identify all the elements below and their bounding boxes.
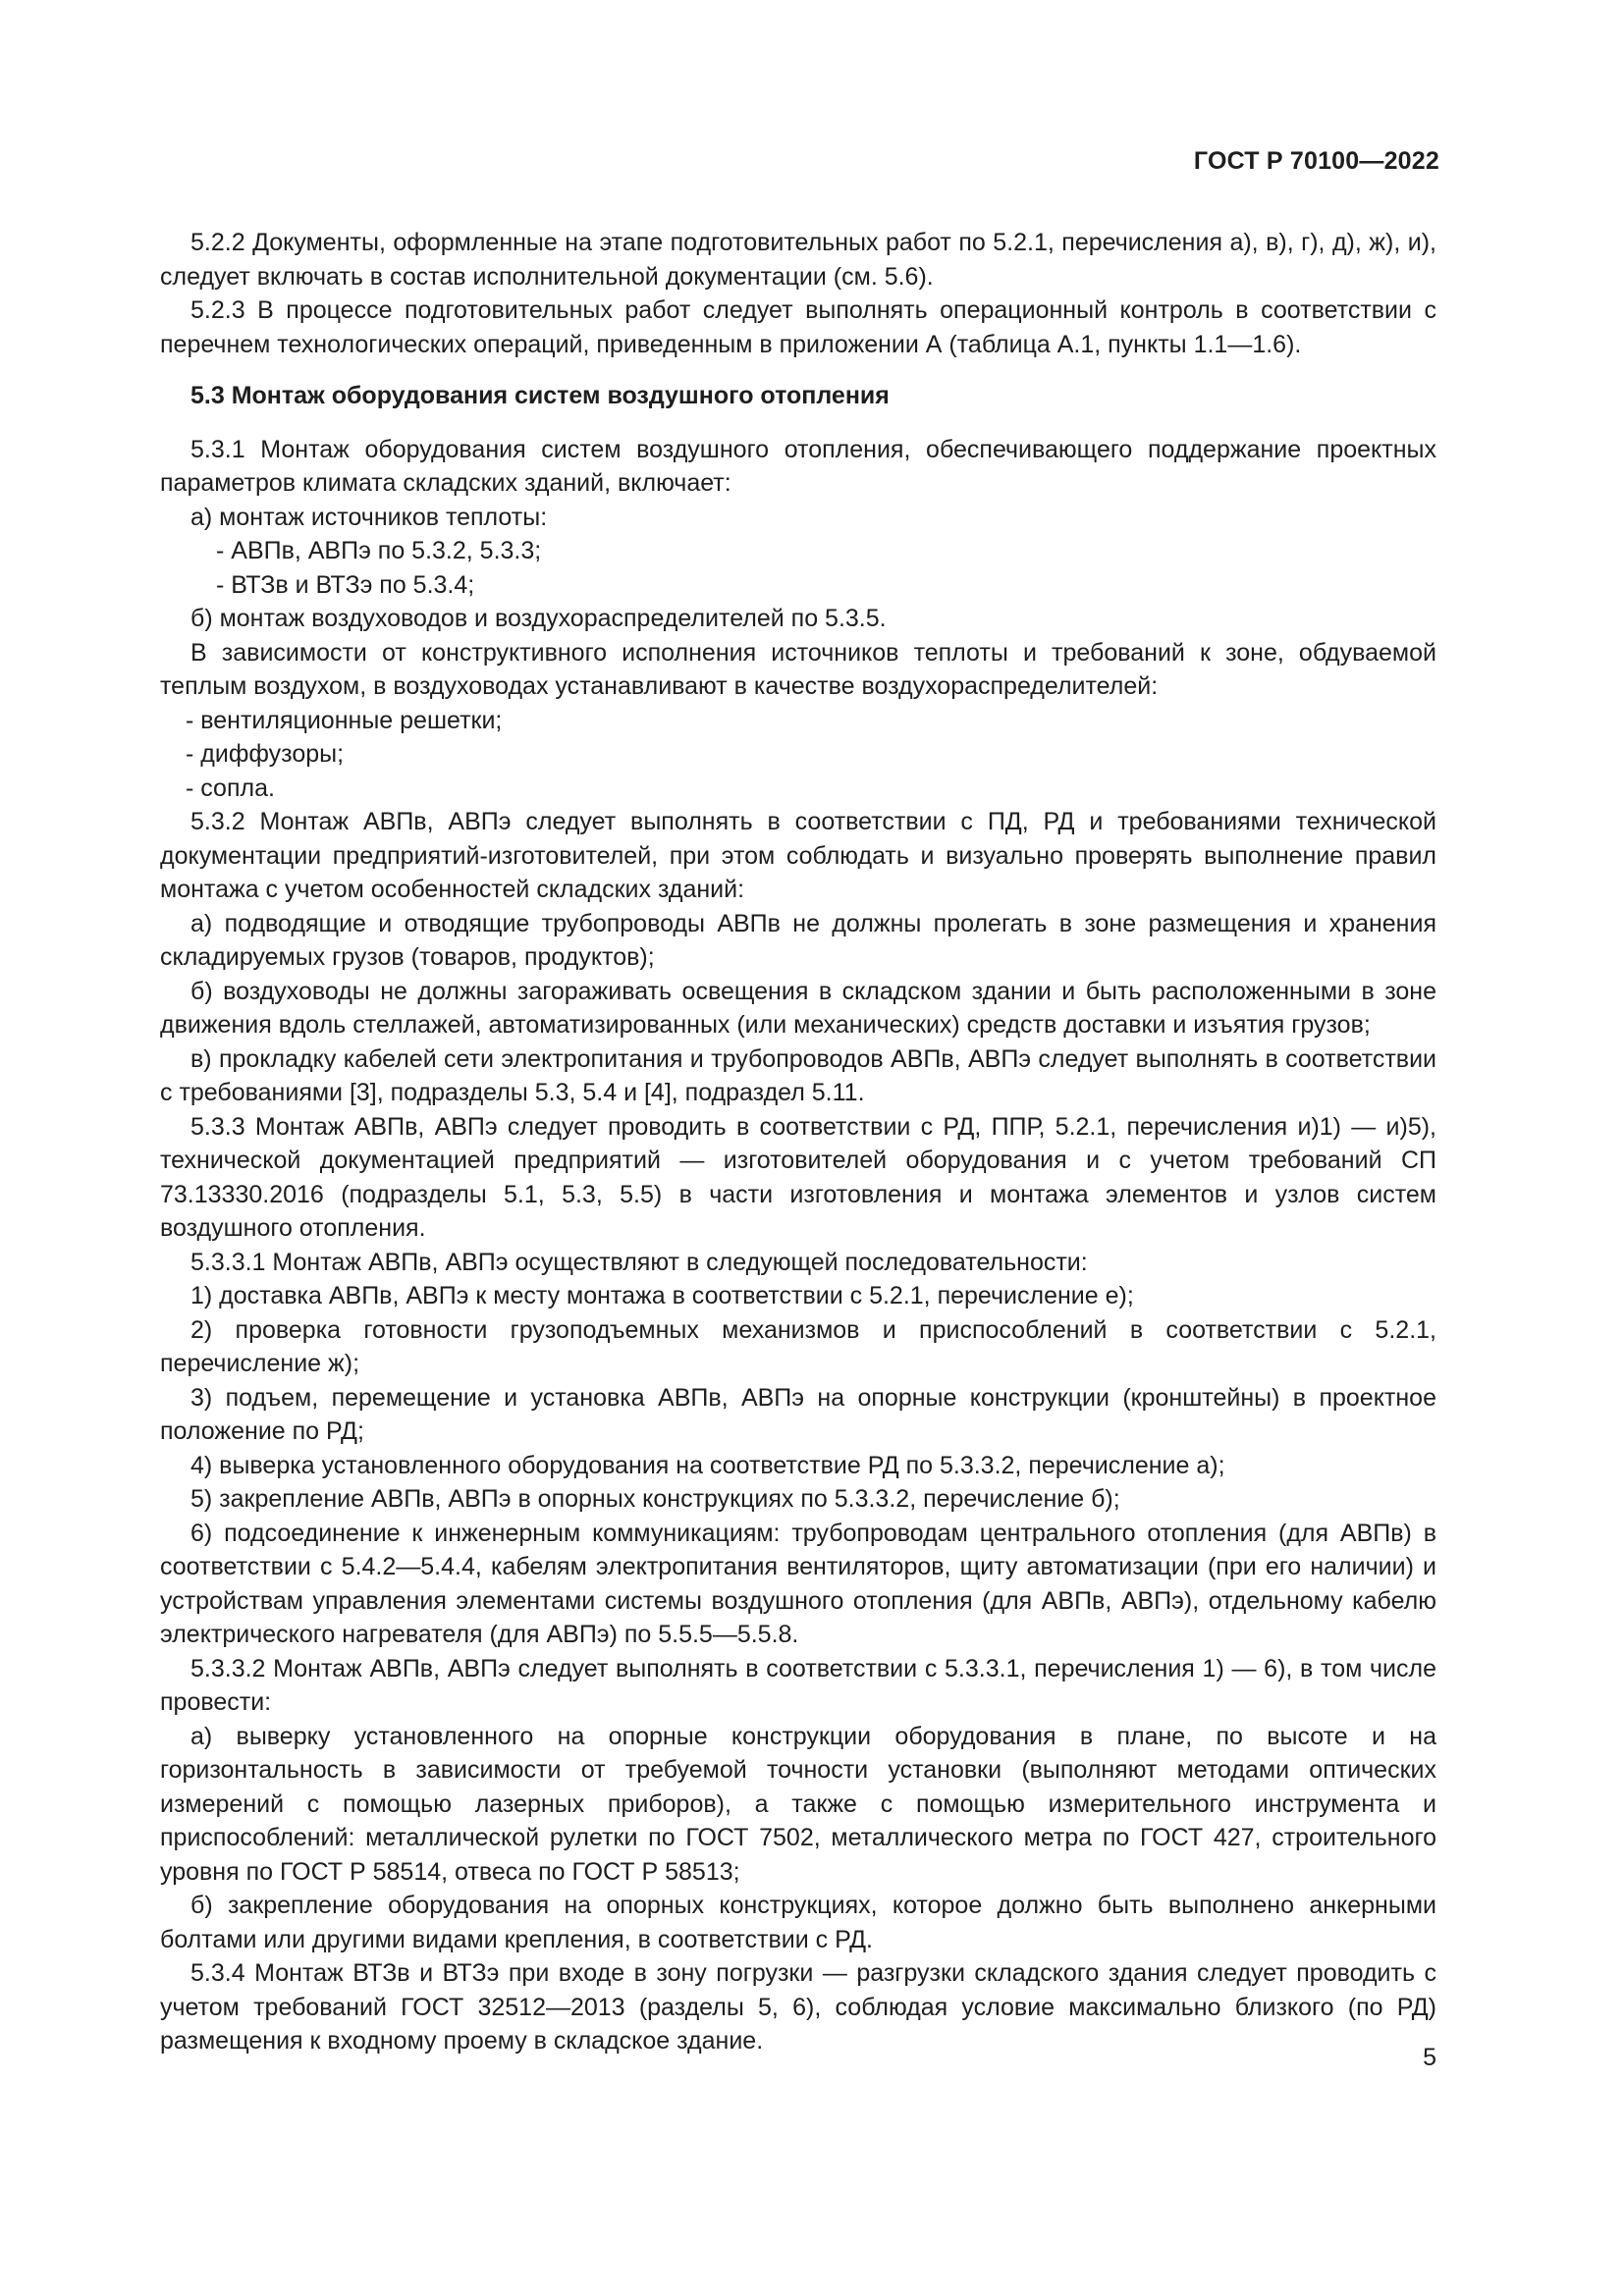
document-body: [160, 226, 1436, 2058]
paragraph-5-3-3-2: 5.3.3.2 Монтаж АВПв, АВПэ следует выполнять в соответствии с 5.3.3.1, перечисления 1) — 6), в том числе провести:: [160, 1654, 1436, 1716]
list-item: а) подводящие и отводящие трубопроводы АВПв не должны пролегать в зоне размещения и хранения складируемых грузов (товаров, продуктов);: [160, 909, 1436, 971]
list-item: - ВТЗв и ВТЗэ по 5.3.4;: [216, 570, 475, 599]
list-item: 3) подъем, перемещение и установка АВПв, АВПэ на опорные конструкции (кронштейны) в проектное положение по РД;: [160, 1383, 1436, 1445]
list-item: - вентиляционные решетки;: [186, 706, 503, 734]
list-item: в) прокладку кабелей сети электропитания и трубопроводов АВПв, АВПэ следует выполнять в соответствии с требованиями [3], подразделы 5.3, 5.4 и [4], подраздел 5.11.: [160, 1044, 1436, 1106]
list-item: а) выверку установленного на опорные конструкции оборудования в плане, по высоте и на горизонтальность в зависимости от требуемой точности установки (выполняют методами оптических измерений с помощью лазерных приборов), а также с помощью измерительного инструмента и приспособлений: металлической рулетки по ГОСТ 7502, металлического метра по ГОСТ 427, строительного уровня по ГОСТ Р 58514, отвеса по ГОСТ Р 58513;: [160, 1722, 1436, 1886]
paragraph-5-3-3: 5.3.3 Монтаж АВПв, АВПэ следует проводить в соответствии с РД, ППР, 5.2.1, перечисления и)1) — и)5), технической документацией предприятий — изготовителей оборудования и с учетом требований СП 73.13330.2016 (подразделы 5.1, 5.3, 5.5) в части изготовления и монтажа элементов и узлов систем воздушного отопления.: [160, 1112, 1436, 1242]
list-item: б) воздуховоды не должны загораживать освещения в складском здании и быть расположенными в зоне движения вдоль стеллажей, автоматизированных (или механических) средств доставки и изъятия грузов;: [160, 977, 1436, 1039]
section-heading-5-3: 5.3 Монтаж оборудования систем воздушного отопления: [190, 382, 890, 409]
list-item: 6) подсоединение к инженерным коммуникациям: трубопроводам центрального отопления (для АВПв) в соответствии с 5.4.2—5.4.4, кабелям электропитания вентиляторов, щиту автоматизации (при его наличии) и устройствам управления элементами системы воздушного отопления (для АВПв, АВПэ), отдельному кабелю электрического нагревателя (для АВПэ) по 5.5.5—5.5.8.: [160, 1519, 1436, 1648]
list-item: 2) проверка готовности грузоподъемных механизмов и приспособлений в соответствии с 5.2.1, перечисление ж);: [160, 1315, 1436, 1377]
list-item: - АВПв, АВПэ по 5.3.2, 5.3.3;: [216, 537, 542, 564]
list-item: б) закрепление оборудования на опорных конструкциях, которое должно быть выполнено анкерными болтами или другими видами крепления, в соответствии с РД.: [160, 1892, 1436, 1953]
paragraph-air-distributors: В зависимости от конструктивного исполнения источников теплоты и требований к зоне, обдуваемой теплым воздухом, в воздуховодах устанавливают в качестве воздухораспределителей:: [160, 638, 1436, 700]
paragraph-5-2-3: 5.2.3 В процессе подготовительных работ следует выполнять операционный контроль в соответствии с перечнем технологических операций, приведенным в приложении А (таблица А.1, пункты 1.1—1.6).: [160, 296, 1436, 358]
list-item: 1) доставка АВПв, АВПэ к месту монтажа в соответствии с 5.2.1, перечисление е);: [190, 1282, 1134, 1309]
list-item: 4) выверка установленного оборудования на соответствие РД по 5.3.3.2, перечисление а);: [190, 1451, 1225, 1479]
paragraph-5-2-2: 5.2.2 Документы, оформленные на этапе подготовительных работ по 5.2.1, перечисления а), в), г), д), ж), и), следует включать в состав исполнительной документации (см. 5.6).: [160, 229, 1436, 291]
list-item: а) монтаж источников теплоты:: [190, 503, 548, 531]
paragraph-5-3-3-1: 5.3.3.1 Монтаж АВПв, АВПэ осуществляют в следующей последовательности:: [190, 1248, 1088, 1276]
paragraph-5-3-4: 5.3.4 Монтаж ВТЗв и ВТЗэ при входе в зону погрузки — разгрузки складского здания следует проводить с учетом требований ГОСТ 32512—2013 (разделы 5, 6), соблюдая условие максимально близкого (по РД) размещения к входному проему в складское здание.: [160, 1959, 1436, 2055]
paragraph-5-3-2: 5.3.2 Монтаж АВПв, АВПэ следует выполнять в соответствии с ПД, РД и требованиями технической документации предприятий-изготовителей, при этом соблюдать и визуально проверять выполнение правил монтажа с учетом особенностей складских зданий:: [160, 808, 1436, 903]
paragraph-5-3-1: 5.3.1 Монтаж оборудования систем воздушного отопления, обеспечивающего поддержание проектных параметров климата складских зданий, включает:: [160, 435, 1436, 497]
list-item: - диффузоры;: [186, 740, 345, 768]
page-number: 5: [1423, 2044, 1436, 2071]
list-item: 5) закрепление АВПв, АВПэ в опорных конструкциях по 5.3.3.2, перечисление б);: [190, 1485, 1120, 1513]
list-item: - сопла.: [186, 774, 275, 802]
list-item: б) монтаж воздуховодов и воздухораспределителей по 5.3.5.: [190, 605, 887, 632]
document-header: ГОСТ Р 70100—2022: [1193, 147, 1439, 175]
